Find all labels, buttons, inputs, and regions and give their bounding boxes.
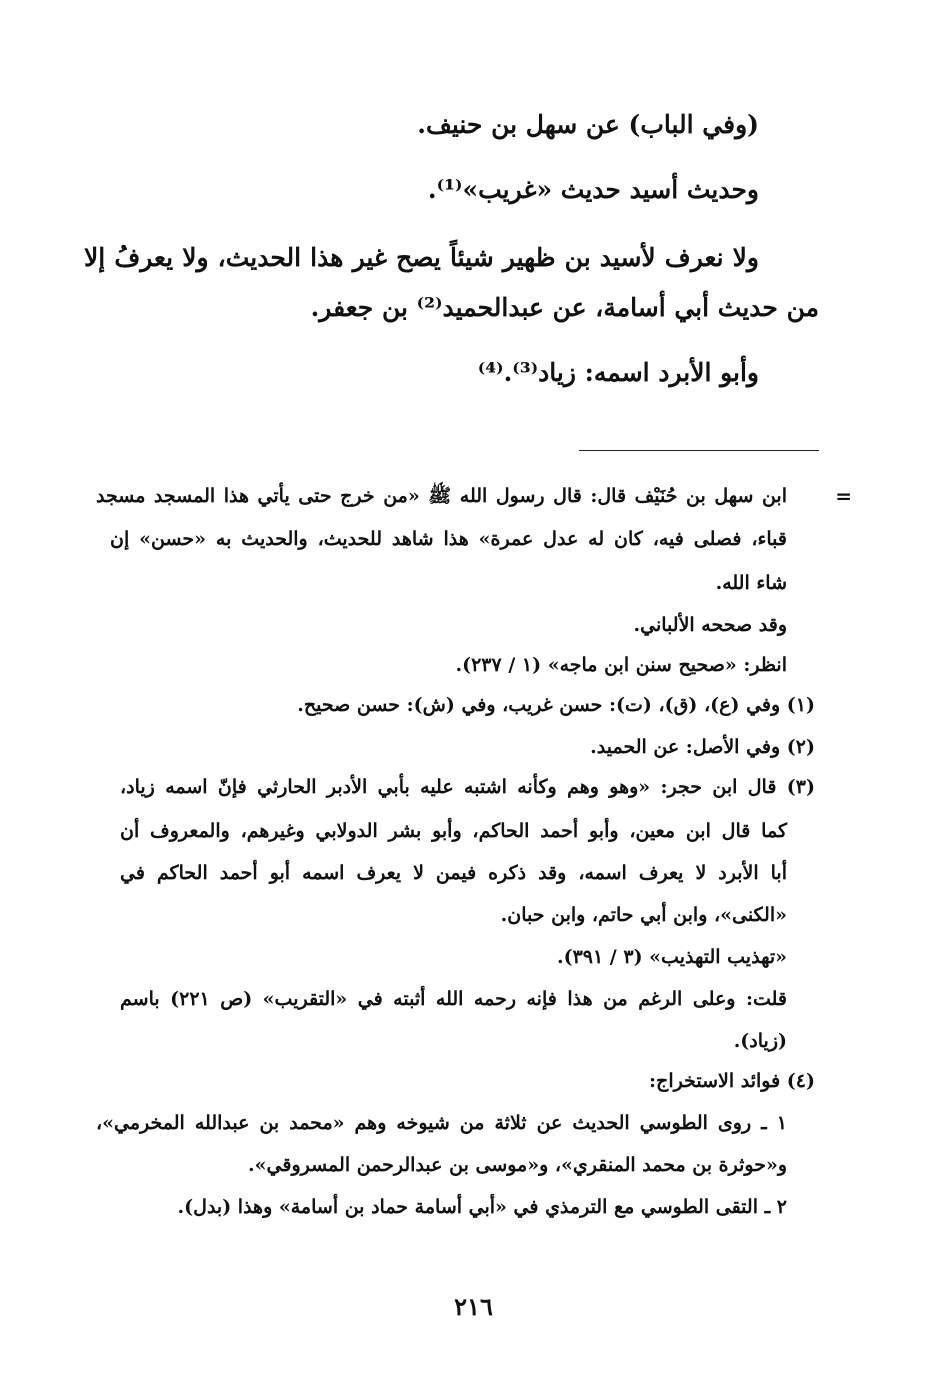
main-line-1: (وفي الباب) عن سهل بن حنيف. — [417, 110, 759, 139]
footnote-3: (٣) قال ابن حجر: «وهو وهم وكأنه اشتبه عليه بأبي الأدبر الحارثي فإنّ اسمه زياد، — [120, 776, 815, 798]
footnote-line: شاء الله. — [715, 572, 787, 594]
footnote-line: انظر: «صحيح سنن ابن ماجه» (١ / ٢٣٧). — [455, 654, 787, 676]
footnote-line: «تهذيب التهذيب» (٣ / ٣٩١). — [556, 946, 787, 968]
footnote-line: وقد صححه الألباني. — [633, 614, 787, 636]
main-line-4: من حديث أبي أسامة، عن عبدالحميد⁽²⁾ بن جعفر. — [310, 293, 819, 322]
continuation-mark: = — [835, 484, 852, 508]
footnote-1: (١) وفي (ع)، (ق)، (ت): حسن غريب، وفي (ش): حسن صحيح. — [297, 694, 815, 716]
footnote-line: ٢ ـ التقى الطوسي مع الترمذي في «أبي أسامة حماد بن أسامة» وهذا (بدل). — [177, 1196, 787, 1218]
footnote-line: قلت: وعلى الرغم من هذا فإنه رحمه الله أثبته في «التقريب» (ص ٢٢١) باسم — [120, 988, 787, 1010]
footnote-line: (زياد). — [733, 1030, 787, 1052]
footnote-2: (٢) وفي الأصل: عن الحميد. — [590, 736, 815, 758]
footnote-line: كما قال ابن معين، وأبو أحمد الحاكم، وأبو بشر الدولابي وغيرهم، والمعروف أن — [120, 820, 787, 842]
footnote-separator — [579, 450, 819, 451]
page-number: ٢١٦ — [454, 1292, 493, 1321]
footnote-line: ١ ـ روى الطوسي الحديث عن ثلاثة من شيوخه وهم «محمد بن عبدالله المخرمي»، — [96, 1112, 787, 1134]
footnote-line: «الكنى»، وابن أبي حاتم، وابن حبان. — [500, 904, 787, 926]
footnote-line: قباء، فصلى فيه، كان له عدل عمرة» هذا شاهد للحديث، والحديث به «حسن» إن — [110, 528, 787, 550]
main-line-5: وأبو الأبرد اسمه: زياد⁽³⁾.⁽⁴⁾ — [477, 358, 759, 387]
main-line-3: ولا نعرف لأسيد بن ظهير شيئاً يصح غير هذا الحديث، ولا يعرفُ إلا — [84, 243, 759, 272]
footnote-line: أبا الأبرد لا يعرف اسمه، وقد ذكره فيمن لا يعرف اسمه أبو أحمد الحاكم في — [120, 862, 787, 884]
footnote-line: و«حوثرة بن محمد المنقري»، و«موسى بن عبدالرحمن المسروقي». — [248, 1154, 787, 1176]
main-line-2: وحديث أسيد حديث «غريب»⁽¹⁾. — [427, 175, 759, 204]
footnote-line: ابن سهل بن حُنَيْف قال: قال رسول الله ﷺ «من خرج حتى يأتي هذا المسجد مسجد — [96, 485, 787, 507]
footnote-4: (٤) فوائد الاستخراج: — [649, 1070, 815, 1092]
